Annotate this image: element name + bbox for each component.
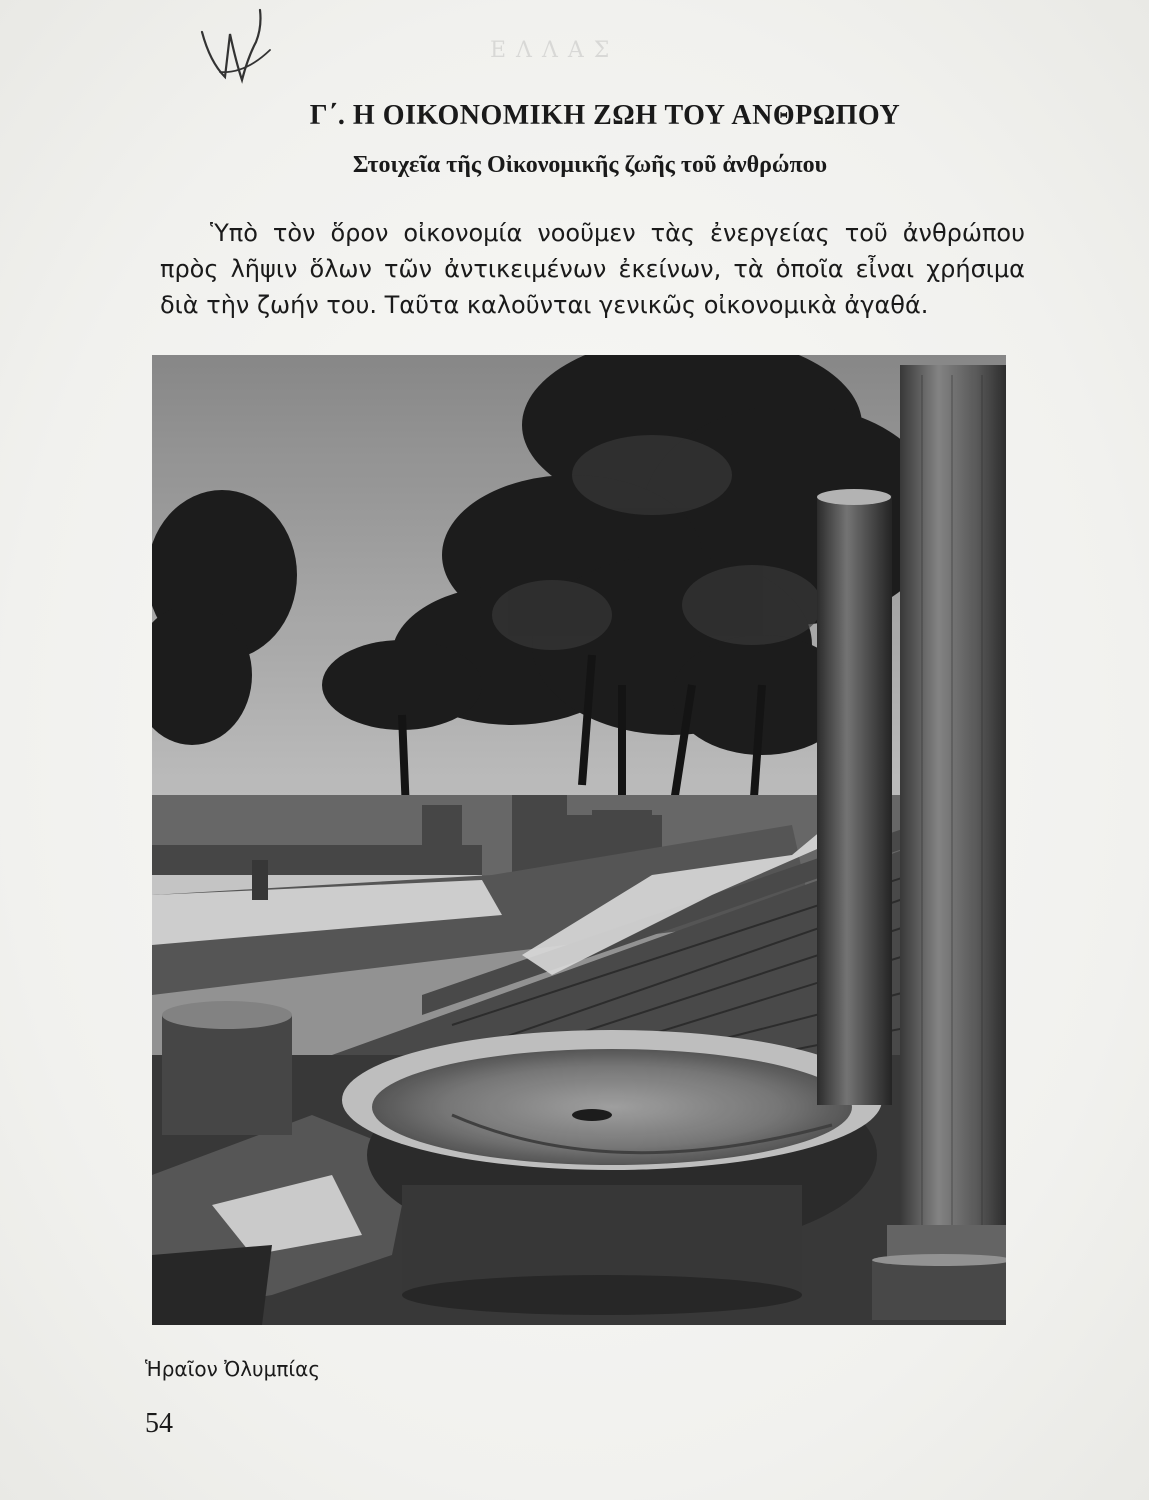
handwritten-signature	[190, 2, 300, 112]
bleed-through-artifact: ΕΛΛΑΣ	[490, 38, 620, 63]
section-heading: Γ΄. Η ΟΙΚΟΝΟΜΙΚΗ ΖΩΗ ΤΟΥ ΑΝΘΡΩΠΟΥ	[309, 100, 901, 131]
page-number: 54	[145, 1408, 173, 1439]
olympia-heraion-photo	[152, 355, 1006, 1325]
section-subheading: Στοιχεῖα τῆς Οἰκονομικῆς ζωῆς τοῦ ἀνθρώπου	[352, 152, 828, 178]
photo-caption: Ἡραῖον Ὀλυμπίας	[145, 1357, 321, 1381]
body-paragraph: Ὑπὸ τὸν ὅρον οἰκονομία νοοῦμεν τὰς ἐνεργείας τοῦ ἀνθρώπου πρὸς λῆψιν ὅλων τῶν ἀντικειμένων ἐκείνων, τὰ ὁποῖα εἶναι χρήσιμα διὰ τὴν ζωήν του. Ταῦτα καλοῦνται γενικῶς οἰκονομικὰ ἀγαθά.	[160, 219, 1025, 319]
